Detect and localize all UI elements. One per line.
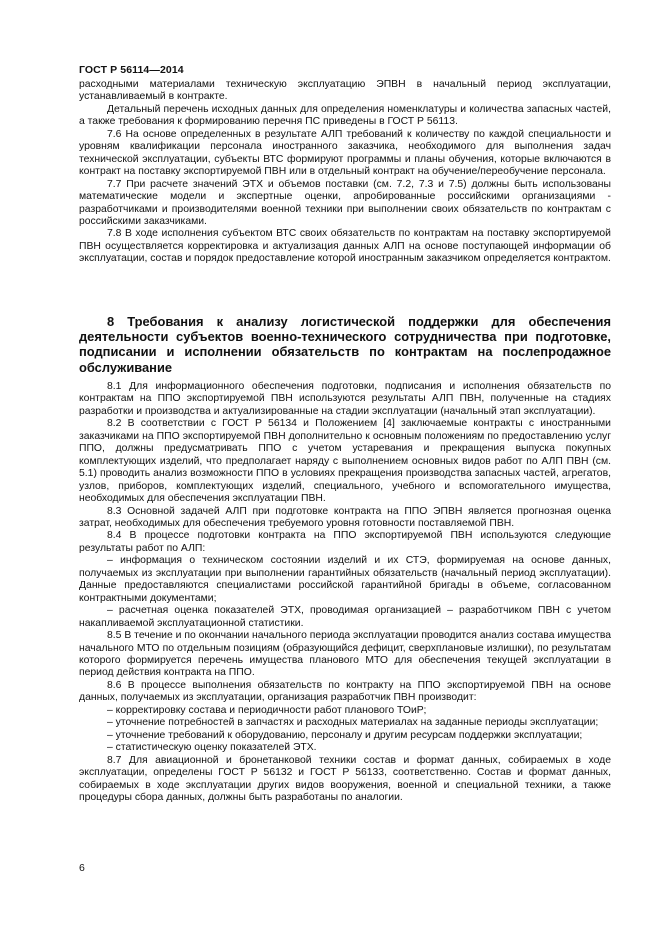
section-8-heading: 8 Требования к анализу логистической поддержки для обеспечения деятельности субъектов военно-технического сотрудничества при подготовке, подписании и исполнении обязательств по контрактам на послепродажное обслуживание [79,314,611,375]
paragraph-8-5: 8.5 В течение и по окончании начального периода эксплуатации проводится анализ состава имущества начального МТО по отдельным позициям (образующийся дефицит, сверхплановые излишки), по результатам которого формируется перечень имущества планового МТО для обеспечения текущей эксплуатации в период действия контракта на ППО. [79,630,611,679]
list-item: – расчетная оценка показателей ЭТХ, проводимая организацией – разработчиком ПВН с учетом накапливаемой эксплуатационной статистики. [79,605,611,629]
document-header: ГОСТ Р 56114—2014 [79,64,184,76]
paragraph-8-7: 8.7 Для авиационной и бронетанковой техники состав и формат данных, собираемых в ходе эксплуатации, определены ГОСТ Р 56132 и ГОСТ Р 56133, соответственно. Состав и формат данных, собираемых в ходе эксплуатации других видов вооружения, военной и специальной техники, а также процедуры сбора данных, должны быть разработаны по аналогии. [79,754,611,803]
paragraph-8-1: 8.1 Для информационного обеспечения подготовки, подписания и исполнения обязательств по контрактам на ППО экспортируемой ПВН используются результаты АЛП ПВН, полученные на стадиях разработки и производства и актуализированные на стадии эксплуатации (начальный этап эксплуатации). [79,381,611,417]
section-7-text [79,79,611,266]
list-item: – уточнение требований к оборудованию, персоналу и другим ресурсам поддержки эксплуатации; [107,729,583,741]
paragraph-7-7: 7.7 При расчете значений ЭТХ и объемов поставки (см. 7.2, 7.3 и 7.5) должны быть использованы математические модели и экспертные оценки, апробированные российскими организациями - разработчиками и производителями военной техники при выполнении своих обязательств по контрактам с российскими заказчиками. [79,178,611,227]
paragraph-8-4: 8.4 В процессе подготовки контракта на ППО экспортируемой ПВН используются следующие результаты работ по АЛП: [79,530,611,554]
paragraph: Детальный перечень исходных данных для определения номенклатуры и количества запасных частей, а также требования к формированию перечня ПС приведены в ГОСТ Р 56113. [79,103,611,128]
list-item: – уточнение потребностей в запчастях и расходных материалах на заданные периоды эксплуатации; [107,717,599,729]
paragraph-7-8: 7.8 В ходе исполнения субъектом ВТС своих обязательств по контрактам на поставку экспортируемой ПВН осуществляется корректировка и актуализация данных АЛП на основе поступающей информации об эксплуатации, состав и порядок предоставление которой иностранным заказчиком определяется контрактом. [79,228,611,265]
section-8-text [79,381,611,804]
list-item: – статистическую оценку показателей ЭТХ. [107,742,317,754]
paragraph-8-3: 8.3 Основной задачей АЛП при подготовке контракта на ППО ЭПВН является прогнозная оценка затрат, необходимых для обеспечения требуемого уровня готовности поставляемой ПВН. [79,505,611,529]
page-number: 6 [79,862,85,874]
paragraph-8-6: 8.6 В процессе выполнения обязательств по контракту на ППО экспортируемой ПВН на основе данных, получаемых из эксплуатации, организация разработчик ПВН производит: [79,679,611,704]
list-item: – корректировку состава и периодичности работ планового ТОиР; [107,704,427,716]
list-item: – информация о техническом состоянии изделий и их СТЭ, формируемая на основе данных, получаемых из эксплуатации при выполнении гарантийных обязательств (начальный период эксплуатации). Данные предоставляются специалистами российской гарантийной бригады в объеме, согласованном контрактными документами; [79,555,611,604]
paragraph: расходными материалами техническую эксплуатацию ЭПВН в начальный период эксплуатации, устанавливаемый в контракте. [79,79,611,103]
paragraph-7-6: 7.6 На основе определенных в результате АЛП требований к количеству по каждой специальности и уровням квалификации персонала иностранного заказчика, необходимого для выполнения задач технической эксплуатации, субъекты ВТС формируют программы и планы обучения, которые включаются в контракт на поставку экспортируемой ПВН или в отдельный контракт на обучение/переобучение персонала. [79,128,611,178]
paragraph-8-2: 8.2 В соответствии с ГОСТ Р 56134 и Положением [4] заключаемые контракты с иностранными заказчиками на ППО экспортируемой ПВН дополнительно к основным положениям по предоставлению услуг ППО, должны предусматривать ППО с учетом устаревания и прекращения выпуска покупных комплектующих изделий, что предполагает наряду с выполнением основных видов работ по АЛП ПВН (см. 5.1) проводить анализ возможности ППО в условиях прекращения производства запасных частей, агрегатов, узлов, приборов, комплектующих изделий, специального, учебного и вспомогательного имущества, необходимых для обеспечения эксплуатации ПВН. [79,418,611,505]
